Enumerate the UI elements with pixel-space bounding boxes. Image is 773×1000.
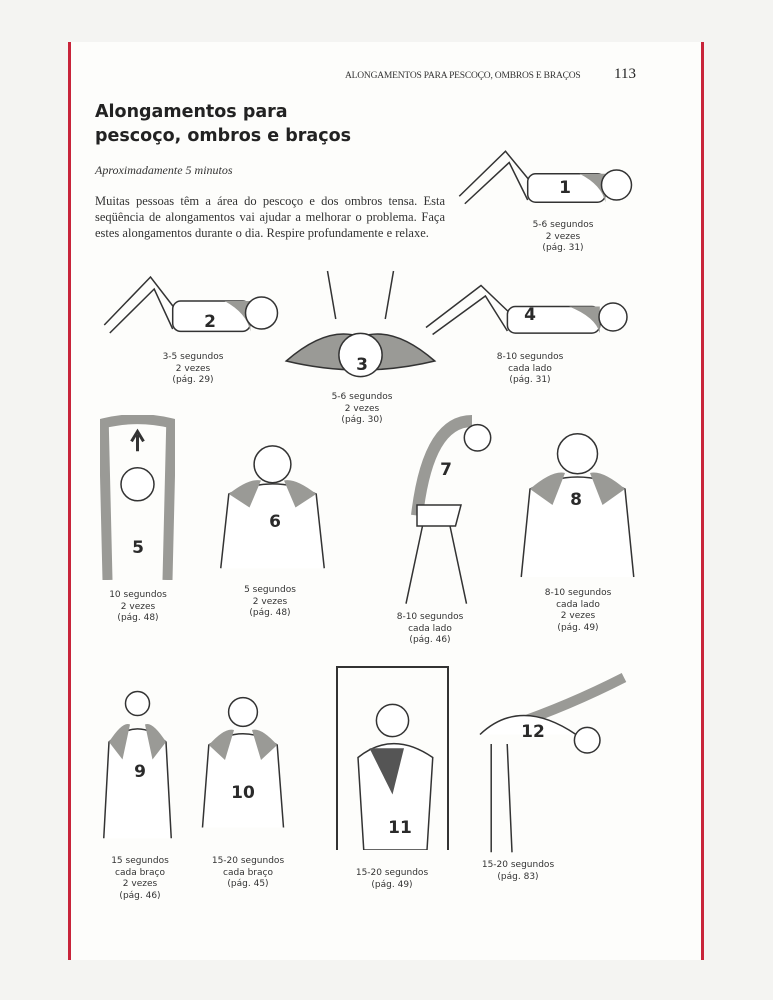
exercise-caption [244, 585, 296, 620]
caption-line: 2 vezes [252, 596, 288, 607]
caption-line: (pág. 46) [409, 635, 451, 645]
caption-line: (pág. 48) [249, 608, 291, 618]
caption-line: cada lado [508, 363, 552, 374]
exercise-illustration-10 [198, 685, 288, 835]
exercise-number: 9 [134, 762, 146, 782]
exercise-caption [397, 612, 464, 647]
caption-line: (pág. 46) [119, 890, 161, 901]
caption-line: 5 segundos [244, 585, 296, 595]
caption-line: (pág. 45) [227, 879, 269, 889]
exercise-number: 11 [388, 818, 412, 838]
caption-line: cada lado [556, 599, 600, 610]
exercise-number: 7 [440, 460, 452, 480]
exercise-illustration-6 [215, 440, 330, 575]
exercise-caption [332, 392, 393, 427]
exercise-number: 5 [132, 538, 144, 558]
caption-line: (pág. 30) [341, 415, 383, 425]
exercise-number: 1 [559, 178, 571, 198]
caption-line: 3-5 segundos [162, 352, 224, 362]
caption-line: cada lado [408, 623, 452, 634]
stretch-figure-icon [215, 440, 330, 575]
caption-line: 10 segundos [109, 590, 167, 600]
exercise-illustration-2 [95, 265, 280, 345]
running-header: ALONGAMENTOS PARA PESCOÇO, OMBROS E BRAÇOS [345, 71, 581, 81]
exercise-caption [163, 352, 224, 387]
caption-line: 15 segundos [111, 856, 169, 866]
caption-line: 2 vezes [344, 403, 380, 414]
stretch-figure-icon [100, 672, 175, 847]
subtitle: Aproximadamente 5 minutos [95, 163, 233, 177]
exercise-number: 3 [356, 355, 368, 375]
caption-line: (pág. 49) [557, 622, 599, 633]
page-title [95, 100, 355, 148]
exercise-number: 10 [231, 783, 255, 803]
caption-line: cada braço [223, 867, 273, 878]
exercise-caption [497, 352, 564, 387]
exercise-illustration-7 [395, 400, 505, 610]
caption-line: 2 vezes [175, 363, 211, 374]
caption-line: (pág. 31) [509, 375, 551, 385]
exercise-illustration-1 [450, 140, 635, 215]
stretch-figure-icon [198, 685, 288, 835]
caption-line: (pág. 31) [542, 243, 584, 253]
caption-line: 5-6 segundos [532, 220, 594, 230]
caption-line: 8-10 segundos [396, 612, 464, 622]
exercise-number: 8 [570, 490, 582, 510]
caption-line: 15-20 segundos [481, 860, 555, 870]
caption-line: 8-10 segundos [544, 588, 612, 598]
caption-line: 2 vezes [120, 601, 156, 612]
exercise-caption [533, 220, 594, 255]
caption-line: 15-20 segundos [355, 868, 429, 878]
exercise-number: 6 [269, 512, 281, 532]
exercise-caption [482, 860, 554, 883]
exercise-caption [356, 868, 428, 891]
stretch-figure-icon [395, 400, 505, 610]
exercise-number: 4 [524, 305, 536, 325]
caption-line: cada braço [115, 867, 165, 878]
title-line-1: Alongamentos para [95, 102, 288, 122]
stretch-figure-icon [472, 668, 632, 858]
stretch-figure-icon [450, 140, 635, 215]
exercise-illustration-12 [472, 668, 632, 858]
page-number: 113 [614, 66, 636, 82]
stretch-figure-icon [95, 265, 280, 345]
exercise-caption [109, 590, 167, 625]
caption-line: 2 vezes [122, 879, 158, 889]
exercise-caption [111, 856, 169, 902]
caption-line: (pág. 83) [497, 871, 539, 882]
exercise-caption [545, 588, 612, 634]
exercise-illustration-9 [100, 672, 175, 847]
caption-line: 2 vezes [560, 611, 596, 621]
exercise-number: 12 [521, 722, 545, 742]
caption-line: (pág. 48) [117, 613, 159, 623]
caption-line: 15-20 segundos [211, 856, 285, 866]
title-line-2: pescoço, ombros e braços [95, 126, 352, 146]
exercise-number: 2 [204, 312, 216, 332]
caption-line: 5-6 segundos [331, 392, 393, 402]
caption-line: (pág. 49) [371, 879, 413, 890]
exercise-caption [212, 856, 284, 891]
caption-line: 2 vezes [545, 231, 581, 242]
caption-line: 8-10 segundos [496, 352, 564, 362]
caption-line: (pág. 29) [172, 375, 214, 385]
intro-paragraph: Muitas pessoas têm a área do pescoço e dos ombros tensa. Esta seqüência de alongamentos vai ajudar a melhorar o problema. Faça estes alongamentos durante o dia. Respire profundamente e relaxe. [95, 194, 445, 240]
